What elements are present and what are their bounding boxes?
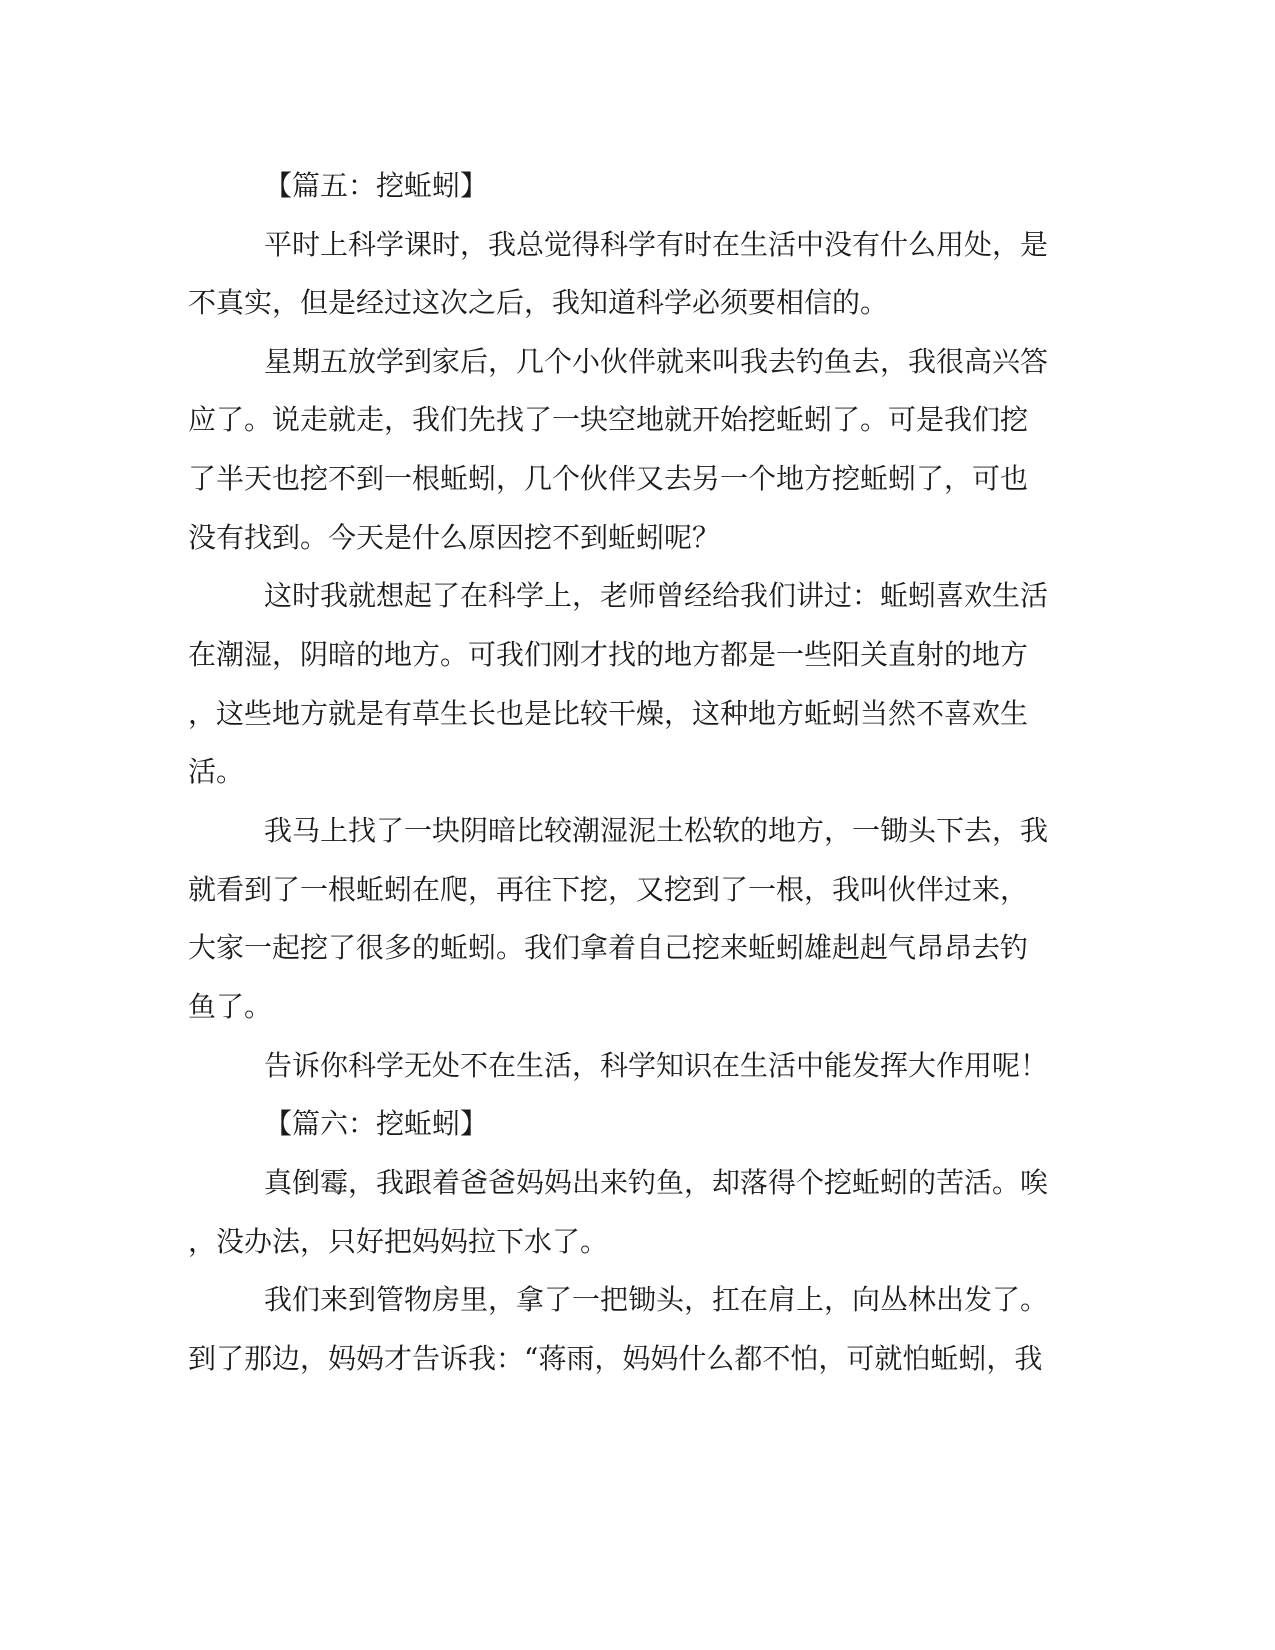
paragraph-line: 鱼了。 bbox=[188, 990, 273, 1023]
paragraph-line: 我们来到管物房里，拿了一把锄头，扛在肩上，向丛林出发了。 bbox=[264, 1283, 1049, 1316]
paragraph-line: 不真实，但是经过这次之后，我知道科学必须要相信的。 bbox=[188, 286, 889, 319]
section-heading-6: 【篇六：挖蚯蚓】 bbox=[264, 1107, 489, 1140]
section-heading-5: 【篇五：挖蚯蚓】 bbox=[264, 169, 489, 202]
paragraph-line: 告诉你科学无处不在生活，科学知识在生活中能发挥大作用呢！ bbox=[264, 1049, 1049, 1082]
paragraph-line: 到了那边，妈妈才告诉我：“蒋雨，妈妈什么都不怕，可就怕蚯蚓，我 bbox=[188, 1342, 1043, 1375]
paragraph-line: 平时上科学课时，我总觉得科学有时在生活中没有什么用处，是 bbox=[264, 228, 1049, 261]
paragraph-line: 这时我就想起了在科学上，老师曾经给我们讲过：蚯蚓喜欢生活 bbox=[264, 579, 1049, 612]
paragraph-line: 星期五放学到家后，几个小伙伴就来叫我去钓鱼去，我很高兴答 bbox=[264, 345, 1049, 378]
paragraph-line: ，这些地方就是有草生长也是比较干燥，这种地方蚯蚓当然不喜欢生 bbox=[188, 697, 1029, 730]
paragraph-line: ，没办法，只好把妈妈拉下水了。 bbox=[188, 1225, 609, 1258]
paragraph-line: 了半天也挖不到一根蚯蚓，几个伙伴又去另一个地方挖蚯蚓了，可也 bbox=[188, 462, 1029, 495]
paragraph-line: 没有找到。今天是什么原因挖不到蚯蚓呢？ bbox=[188, 521, 721, 554]
paragraph-line: 应了。说走就走，我们先找了一块空地就开始挖蚯蚓了。可是我们挖 bbox=[188, 403, 1029, 436]
paragraph-line: 就看到了一根蚯蚓在爬，再往下挖，又挖到了一根，我叫伙伴过来， bbox=[188, 873, 1029, 906]
paragraph-line: 活。 bbox=[188, 755, 245, 788]
paragraph-line: 大家一起挖了很多的蚯蚓。我们拿着自己挖来蚯蚓雄赳赳气昂昂去钓 bbox=[188, 931, 1029, 964]
paragraph-line: 我马上找了一块阴暗比较潮湿泥土松软的地方，一锄头下去，我 bbox=[264, 814, 1049, 847]
paragraph-line: 真倒霉，我跟着爸爸妈妈出来钓鱼，却落得个挖蚯蚓的苦活。唉 bbox=[264, 1166, 1049, 1199]
paragraph-line: 在潮湿，阴暗的地方。可我们刚才找的地方都是一些阳关直射的地方 bbox=[188, 638, 1029, 671]
